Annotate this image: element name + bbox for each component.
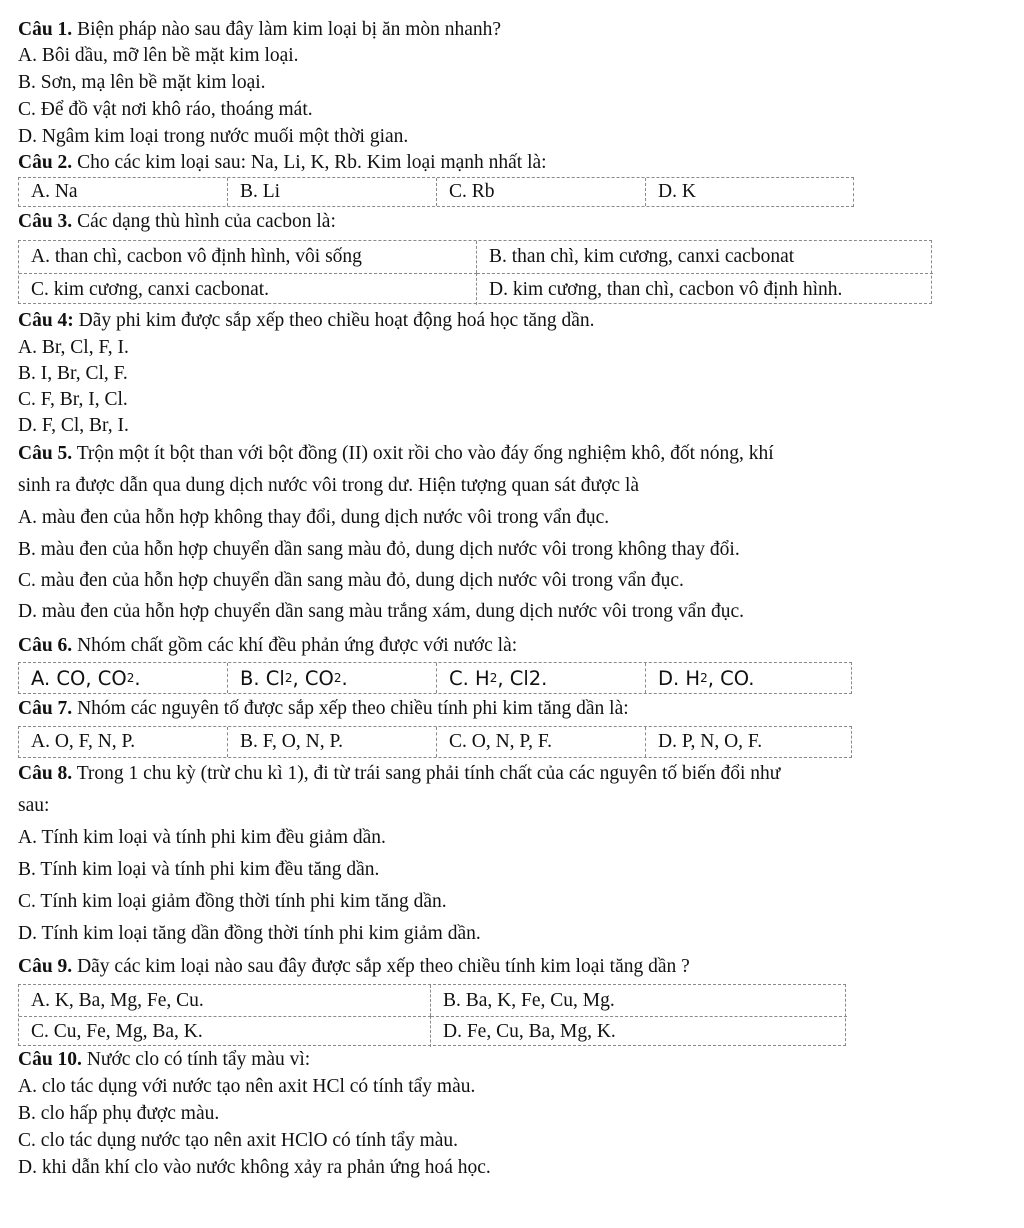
question-1: [18, 18, 501, 42]
question-7: [18, 697, 629, 721]
question-label: Câu 5.: [18, 443, 73, 464]
option-c: C. H 2 , Cl2.: [437, 663, 646, 693]
options-table: [18, 662, 852, 694]
option-c: C. O, N, P, F.: [437, 727, 646, 757]
option-d: D. kim cương, than chì, cacbon vô định hình.: [477, 273, 933, 305]
option-d: D. Tính kim loại tăng dần đồng thời tính phi kim giảm dần.: [18, 923, 481, 944]
question-text: Các dạng thù hình của cacbon là:: [72, 211, 336, 232]
question-label: Câu 2.: [18, 152, 73, 173]
option-d: D. K: [658, 181, 696, 202]
question-text: Nhóm chất gồm các khí đều phản ứng được với nước là:: [72, 635, 518, 656]
option-d: D. Fe, Cu, Ba, Mg, K.: [431, 1016, 847, 1047]
option-c: C. Rb: [437, 178, 646, 206]
question-label: Câu 10.: [18, 1049, 82, 1070]
option-d: D. Ngâm kim loại trong nước muối một thời gian.: [18, 126, 409, 147]
option-a: A. O, F, N, P.: [19, 727, 228, 757]
option-d: D. H 2 , CO.: [658, 666, 755, 690]
options-table: [18, 177, 854, 207]
option-c: C. Tính kim loại giảm đồng thời tính phi kim tăng dần.: [18, 891, 447, 912]
question-label: Câu 3.: [18, 211, 73, 232]
question-text: Dãy các kim loại nào sau đây được sắp xếp theo chiều tính kim loại tăng dần ?: [72, 956, 690, 977]
option-a: A. Na: [19, 178, 228, 206]
question-text: Cho các kim loại sau: Na, Li, K, Rb. Kim loại mạnh nhất là:: [72, 152, 547, 173]
question-label: Câu 7.: [18, 698, 73, 719]
question-text: Biện pháp nào sau đây làm kim loại bị ăn mòn nhanh?: [72, 19, 502, 40]
option-b: B. Li: [228, 178, 437, 206]
question-4: [18, 309, 595, 333]
option-c: C. Cu, Fe, Mg, Ba, K.: [19, 1016, 431, 1047]
question-9: [18, 955, 690, 979]
question-8: [18, 762, 780, 786]
question-2: [18, 151, 547, 175]
option-a: A. clo tác dụng với nước tạo nên axit HCl có tính tẩy màu.: [18, 1076, 476, 1097]
option-a: A. CO, CO 2 .: [19, 663, 228, 693]
question-label: Câu 9.: [18, 956, 73, 977]
option-b: B. than chì, kim cương, canxi cacbonat: [489, 246, 795, 267]
question-5: [18, 442, 774, 466]
question-label: Câu 1.: [18, 19, 73, 40]
options-table: [18, 984, 846, 1046]
question-text: Trộn một ít bột than với bột đồng (II) oxit rồi cho vào đáy ống nghiệm khô, đốt nóng, khí: [72, 443, 774, 464]
question-6: [18, 634, 517, 658]
option-d: D. F, Cl, Br, I.: [18, 415, 129, 436]
option-b: B. Ba, K, Fe, Cu, Mg.: [443, 989, 615, 1011]
option-c: C. F, Br, I, Cl.: [18, 389, 128, 410]
option-b: B. Tính kim loại và tính phi kim đều tăng dần.: [18, 859, 380, 880]
option-d: D. P, N, O, F.: [658, 731, 763, 752]
question-8-continued: sau:: [18, 795, 50, 816]
option-a: A. Bôi dầu, mỡ lên bề mặt kim loại.: [18, 45, 299, 66]
option-d: D. khi dẫn khí clo vào nước không xảy ra phản ứng hoá học.: [18, 1157, 491, 1178]
option-a: A. K, Ba, Mg, Fe, Cu.: [19, 985, 431, 1016]
question-3: [18, 210, 336, 234]
option-c: C. màu đen của hỗn hợp chuyển dần sang màu đỏ, dung dịch nước vôi trong vẩn đục.: [18, 570, 684, 591]
question-label: Câu 8.: [18, 763, 73, 784]
option-b: B. Sơn, mạ lên bề mặt kim loại.: [18, 72, 266, 93]
option-c: C. kim cương, canxi cacbonat.: [19, 273, 477, 305]
question-label: Câu 4:: [18, 310, 74, 331]
question-text: Nước clo có tính tẩy màu vì:: [81, 1049, 311, 1070]
question-label: Câu 6.: [18, 635, 73, 656]
option-c: C. clo tác dụng nước tạo nên axit HClO có tính tẩy màu.: [18, 1130, 459, 1151]
option-a: A. Br, Cl, F, I.: [18, 337, 129, 358]
question-text: Dãy phi kim được sắp xếp theo chiều hoạt động hoá học tăng dần.: [73, 310, 595, 331]
question-10: [18, 1048, 310, 1072]
option-b: B. F, O, N, P.: [228, 727, 437, 757]
option-b: B. clo hấp phụ được màu.: [18, 1103, 220, 1124]
question-5-continued: sinh ra được dẫn qua dung dịch nước vôi trong dư. Hiện tượng quan sát được là: [18, 475, 640, 496]
option-a: A. Tính kim loại và tính phi kim đều giảm dần.: [18, 827, 386, 848]
option-b: B. màu đen của hỗn hợp chuyển dần sang màu đỏ, dung dịch nước vôi trong không thay đổi.: [18, 539, 740, 560]
option-d: D. màu đen của hỗn hợp chuyển dần sang màu trắng xám, dung dịch nước vôi trong vẩn đục.: [18, 601, 744, 622]
question-text: Nhóm các nguyên tố được sắp xếp theo chiều tính phi kim tăng dần là:: [72, 698, 629, 719]
option-c: C. Để đồ vật nơi khô ráo, thoáng mát.: [18, 99, 313, 120]
option-b: B. Cl 2 , CO 2 .: [228, 663, 437, 693]
question-text: Trong 1 chu kỳ (trừ chu kì 1), đi từ trái sang phải tính chất của các nguyên tố biến đổi như: [72, 763, 781, 784]
option-b: B. I, Br, Cl, F.: [18, 363, 128, 384]
option-a: A. màu đen của hỗn hợp không thay đổi, dung dịch nước vôi trong vẩn đục.: [18, 507, 610, 528]
options-table: [18, 726, 852, 758]
option-a: A. than chì, cacbon vô định hình, vôi sống: [19, 241, 477, 273]
options-table: [18, 240, 932, 304]
